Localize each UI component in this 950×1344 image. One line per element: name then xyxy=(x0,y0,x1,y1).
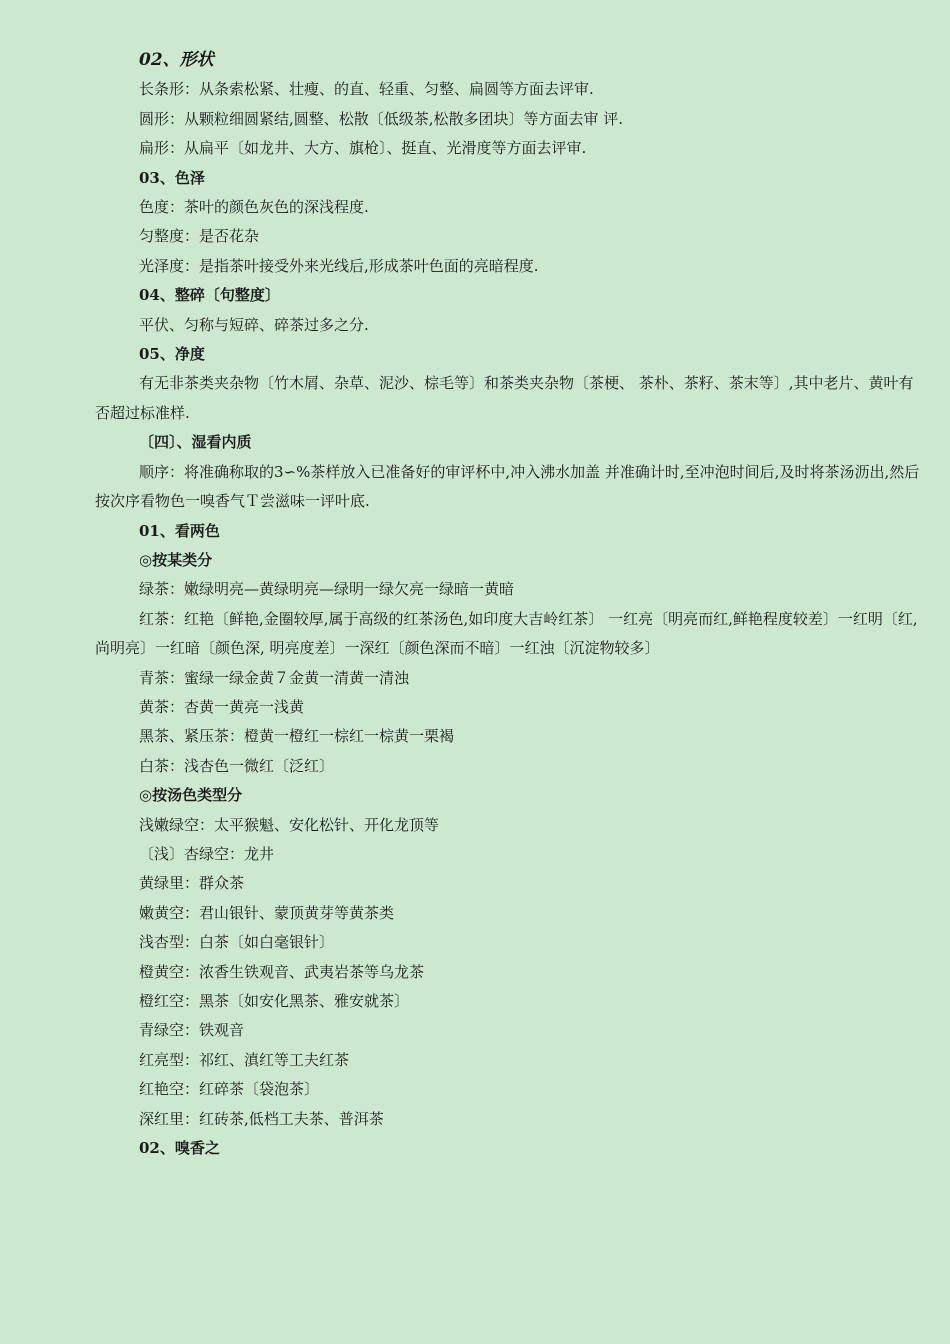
list-item: 〔浅〕杏绿空：龙井 xyxy=(139,844,275,863)
paragraph-oolong-tea: 青茶：蜜绿一绿金黄７金黄一清黄一清浊 xyxy=(139,668,410,687)
paragraph-color-depth: 色度：茶叶的颜色灰色的深浅程度. xyxy=(139,198,369,217)
section-heading-cleanliness: 05、净度 xyxy=(139,345,205,364)
section-heading-wet-inspection: 〔四〕、湿看内质 xyxy=(139,433,252,452)
section-heading-shape: 02、形状 xyxy=(139,50,214,70)
list-item: 浅杏型：白茶〔如白毫银针〕 xyxy=(139,933,335,952)
section-heading-liquor-color: 01、看两色 xyxy=(139,521,220,540)
list-item: 橙红空：黑茶〔如安化黑茶、雅安就茶〕 xyxy=(139,992,410,1010)
paragraph-flat-shape: 扁形：从扁平〔如龙井、大方、旗枪〕、挺直、光滑度等方面去评审. xyxy=(139,139,587,158)
paragraph-evenness: 平伏、匀称与短碎、碎茶过多之分. xyxy=(139,315,369,334)
list-item: 红亮型：祁红、滇红等工夫红茶 xyxy=(139,1050,350,1069)
paragraph-black-tea: 红茶：红艳〔鲜艳,金圈较厚,属于高级的红茶汤色,如印度大吉岭红茶〕 一红亮〔明亮而红,鲜艳程度较差〕一红明〔红,尚明亮〕一红暗〔颜色深, 明亮度差〕一深红〔颜色深而不暗〕一红浊〔沉淀物较多〕 xyxy=(95,609,918,658)
subheading-by-liquor-type: ◎按汤色类型分 xyxy=(139,786,243,805)
paragraph-long-strip-shape: 长条形：从条索松紧、壮瘦、的直、轻重、匀整、扁圆等方面去评审. xyxy=(139,80,594,99)
paragraph-yellow-tea: 黄茶：杏黄一黄亮一浅黄 xyxy=(139,697,305,716)
paragraph-uniformity: 匀整度：是否花杂 xyxy=(139,227,260,246)
document-body xyxy=(95,46,925,1163)
paragraph-round-shape: 圆形：从颗粒细圆紧结,圆整、松散〔低级茶,松散多团块〕等方面去审 评. xyxy=(139,109,624,128)
list-item: 红艳空：红碎茶〔袋泡茶〕 xyxy=(139,1080,320,1099)
list-item: 深红里：红砖茶,低档工夫茶、普洱茶 xyxy=(139,1109,384,1128)
paragraph-white-tea: 白茶：浅杏色一微红〔泛红〕 xyxy=(139,756,335,775)
list-item: 黄绿里：群众茶 xyxy=(139,874,245,893)
paragraph-dark-tea: 黑茶、紧压茶：橙黄一橙红一棕红一棕黄一栗褐 xyxy=(139,727,455,746)
list-item: 浅嫩绿空：太平猴魁、安化松针、开化龙顶等 xyxy=(139,815,440,834)
list-item: 橙黄空：浓香生铁观音、武夷岩茶等乌龙茶 xyxy=(139,962,425,981)
paragraph-procedure: 顺序：将准确称取的3∽%茶样放入已准备好的审评杯中,冲入沸水加盖 并准确计时,至冲泡时间后,及时将茶汤沥出,然后按次序看物色一嗅香气Ｔ尝滋味一评叶底. xyxy=(95,462,920,511)
section-heading-aroma: 02、嗅香之 xyxy=(139,1139,220,1158)
paragraph-gloss: 光泽度：是指茶叶接受外来光线后,形成茶叶色面的亮暗程度. xyxy=(139,256,539,275)
section-heading-color: 03、色泽 xyxy=(139,168,205,187)
paragraph-cleanliness: 有无非茶类夹杂物〔竹木屑、杂草、泥沙、棕毛等〕和茶类夹杂物〔茶梗、 茶朴、茶籽、茶末等〕,其中老片、黄叶有否超过标准样. xyxy=(95,374,914,422)
paragraph-green-tea: 绿茶：嫩绿明亮—黄绿明亮—绿明一绿欠亮一绿暗一黄暗 xyxy=(139,580,515,599)
subheading-by-category: ◎按某类分 xyxy=(139,550,213,569)
section-heading-evenness: 04、整碎〔句整度〕 xyxy=(139,286,280,305)
list-item: 嫩黄空：君山银针、蒙顶黄芽等黄茶类 xyxy=(139,903,395,922)
list-item: 青绿空：铁观音 xyxy=(139,1021,245,1040)
